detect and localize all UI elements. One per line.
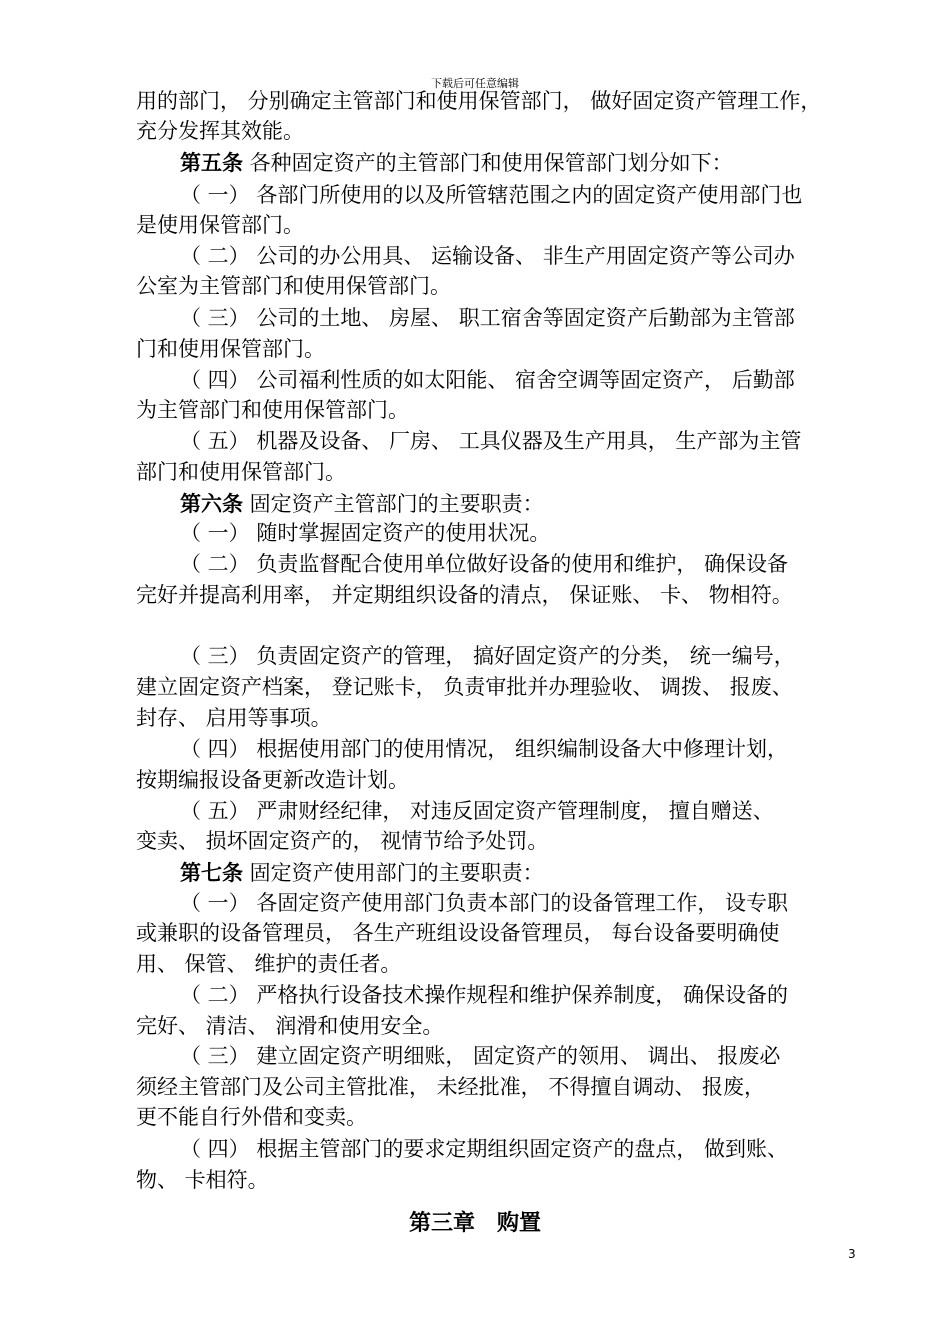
text-run: 按期编报设备更新改造计划。	[136, 768, 409, 792]
text-run: 部门和使用保管部门。	[136, 460, 346, 484]
text-run: 固定资产主管部门的主要职责：	[243, 492, 544, 516]
text-line	[136, 949, 401, 979]
text-line	[180, 426, 801, 456]
text-line	[180, 980, 788, 1010]
text-run: （ 一） 随时掌握固定资产的使用状况。	[180, 521, 551, 545]
text-run: 各种固定资产的主管部门和使用保管部门划分如下：	[243, 151, 733, 175]
text-line	[180, 180, 802, 210]
text-line	[136, 395, 409, 425]
text-line	[180, 1134, 788, 1164]
text-run: 物、 卡相符。	[136, 1168, 269, 1192]
text-run: 更不能自行外借和变卖。	[136, 1105, 367, 1129]
text-line	[180, 148, 733, 178]
text-line	[180, 549, 788, 579]
text-line	[136, 271, 451, 301]
text-line	[180, 489, 544, 519]
text-line	[136, 1102, 367, 1132]
text-run: （ 三） 公司的土地、 房屋、 职工宿舍等固定资产后勤部为主管部	[180, 306, 795, 330]
text-line	[136, 210, 304, 240]
text-run: 门和使用保管部门。	[136, 337, 325, 361]
text-line	[180, 734, 788, 764]
text-line	[136, 672, 793, 702]
text-run: 固定资产使用部门的主要职责：	[243, 861, 544, 885]
text-line	[180, 241, 795, 271]
text-line	[180, 303, 795, 333]
text-run: （ 一） 各固定资产使用部门负责本部门的设备管理工作， 设专职	[180, 891, 789, 915]
text-line	[136, 826, 548, 856]
text-line	[180, 858, 544, 888]
text-run: 用的部门， 分别确定主管部门和使用保管部门， 做好固定资产管理工作，	[136, 89, 822, 113]
text-run: 用、 保管、 维护的责任者。	[136, 952, 402, 976]
text-line	[136, 116, 304, 146]
text-line	[136, 580, 793, 610]
chapter-title: 第三章 购置	[408, 1211, 541, 1236]
text-run: （ 四） 根据主管部门的要求定期组织固定资产的盘点， 做到账、	[180, 1137, 789, 1161]
text-line	[180, 365, 795, 395]
page-number: 3	[848, 1247, 856, 1261]
text-line	[136, 457, 346, 487]
text-run: 变卖、 损坏固定资产的， 视情节给予处罚。	[136, 829, 549, 853]
text-run: （ 五） 严肃财经纪律， 对违反固定资产管理制度， 擅自赠送、	[180, 799, 774, 823]
text-run: 或兼职的设备管理员， 各生产班组设设备管理员， 每台设备要明确使	[136, 921, 780, 945]
text-run: 是使用保管部门。	[136, 213, 304, 237]
text-run: 完好并提高利用率， 并定期组织设备的清点， 保证账、 卡、 物相符。	[136, 583, 793, 607]
text-run: （ 三） 建立固定资产明细账， 固定资产的领用、 调出、 报废必	[180, 1044, 781, 1068]
text-run: 充分发挥其效能。	[136, 119, 304, 143]
text-line	[180, 1041, 780, 1071]
text-line	[136, 334, 325, 364]
text-line	[136, 1072, 765, 1102]
text-run: （ 四） 根据使用部门的使用情况， 组织编制设备大中修理计划，	[180, 737, 789, 761]
text-line	[136, 86, 821, 116]
article-heading: 第五条	[180, 151, 243, 175]
text-run: 建立固定资产档案， 登记账卡， 负责审批并办理验收、 调拨、 报废、	[136, 675, 793, 699]
text-line	[136, 703, 332, 733]
text-run: （ 二） 公司的办公用具、 运输设备、 非生产用固定资产等公司办	[180, 244, 795, 268]
text-run: 封存、 启用等事项。	[136, 706, 332, 730]
text-line	[136, 1165, 269, 1195]
text-run: 为主管部门和使用保管部门。	[136, 398, 409, 422]
text-line	[136, 1011, 443, 1041]
text-run: 须经主管部门及公司主管批准， 未经批准， 不得擅自调动、 报废，	[136, 1075, 766, 1099]
article-heading: 第七条	[180, 861, 243, 885]
text-line	[136, 765, 409, 795]
text-line	[180, 796, 774, 826]
text-run: （ 五） 机器及设备、 厂房、 工具仪器及生产用具， 生产部为主管	[180, 429, 802, 453]
article-heading: 第六条	[180, 492, 243, 516]
text-run: （ 四） 公司福利性质的如太阳能、 宿舍空调等固定资产， 后勤部	[180, 368, 795, 392]
text-run: 公室为主管部门和使用保管部门。	[136, 274, 451, 298]
text-run: （ 三） 负责固定资产的管理， 搞好固定资产的分类， 统一编号，	[180, 644, 795, 668]
text-run: （ 二） 严格执行设备技术操作规程和维护保养制度， 确保设备的	[180, 983, 789, 1007]
text-run: （ 一） 各部门所使用的以及所管辖范围之内的固定资产使用部门也	[180, 183, 803, 207]
header-note: 下载后可任意编辑	[431, 77, 519, 90]
text-line	[180, 888, 788, 918]
text-line	[180, 641, 795, 671]
text-run: 完好、 清洁、 润滑和使用安全。	[136, 1014, 444, 1038]
text-line	[136, 918, 779, 948]
text-line	[180, 518, 550, 548]
text-run: （ 二） 负责监督配合使用单位做好设备的使用和维护， 确保设备	[180, 552, 789, 576]
